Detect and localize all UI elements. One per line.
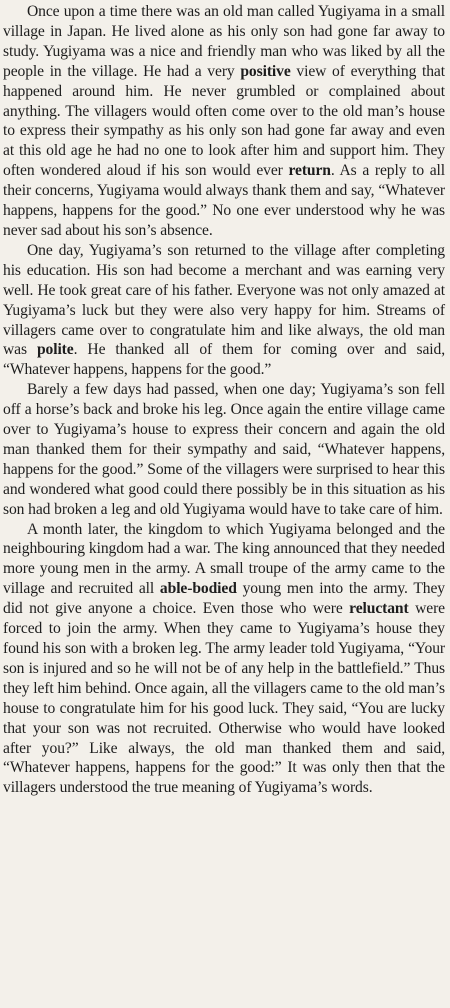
paragraph-1 bbox=[3, 2, 445, 241]
paragraph-4-text-b: young men into the army. They did not give anyone a choice. Even those who were bbox=[3, 580, 446, 618]
paragraph-1-text-b: view of everything that happened around him. He never grumbled or complained about anything. The villagers would often come over to the old man’s house to express their sympathy as his only son had gone far away and even at this old age he had no one to look after him and support him. They often wondered aloud if his son would ever bbox=[3, 62, 445, 180]
paragraph-2-text-a: One day, Yugiyama’s son returned to the village after completing his education. His son had become a merchant and was earning very well. He took great care of his father. Everyone was not only amazed at Yugiyama’s luck but they were also very happy for him. Streams of villagers came over to congratulate him and like always, the old man was bbox=[3, 241, 445, 359]
paragraph-2 bbox=[3, 241, 445, 380]
paragraph-1-text-a: Once upon a time there was an old man called Yugiyama in a small village in Japan. He lived alone as his only son had gone far away to study. Yugiyama was a nice and friendly man who was liked by all the people in the village. He had a very bbox=[3, 3, 445, 80]
keyword-polite: polite bbox=[36, 341, 74, 359]
keyword-positive: positive bbox=[240, 62, 291, 80]
paragraph-3-text: Barely a few days had passed, when one day; Yugiyama’s son fell off a horse’s back and broke his leg. Once again the entire village came over to Yugiyama’s house to express their concern and again the old man thanked them for their sympathy and said, “Whatever happens, happens for the good.” Some of the villagers were surprised to hear this and wondered what good could there possibly be in this situation as his son had broken a leg and old Yugiyama would have to take care of him. bbox=[3, 381, 445, 518]
keyword-reluctant: reluctant bbox=[349, 600, 409, 618]
keyword-return: return bbox=[288, 162, 331, 180]
paragraph-4-text-a: A month later, the kingdom to which Yugiyama belonged and the neighbouring kingdom had a war. The king announced that they needed more young men in the army. A small troupe of the army came to the village and recruited all bbox=[3, 520, 445, 598]
keyword-able-bodied: able-bodied bbox=[159, 580, 237, 598]
paragraph-3 bbox=[3, 380, 445, 519]
paragraph-2-text-b: . He thanked all of them for coming over and said, “Whatever happens, happens for the good.” bbox=[3, 341, 445, 379]
paragraph-4 bbox=[3, 520, 445, 799]
paragraph-4-text-c: were forced to join the army. When they came to Yugiyama’s house they found his son with a broken leg. The army leader told Yugiyama, “Your son is injured and so he will not be of any help in the battlefield.” Thus they left him behind. Once again, all the villagers came to the old man’s house to congratulate him for his good luck. They said, “You are lucky that your son was not recruited. Otherwise who would have looked after you?” Like always, the old man thanked them and said, “Whatever happens, happens for the good:” It was only then that the villagers understood the true meaning of Yugiyama’s words. bbox=[3, 600, 445, 797]
paragraph-1-text-c: . As a reply to all their concerns, Yugiyama would always thank them and say, “Whatever happens, happens for the good.” No one ever understood why he was never sad about his son’s absence. bbox=[3, 162, 446, 239]
